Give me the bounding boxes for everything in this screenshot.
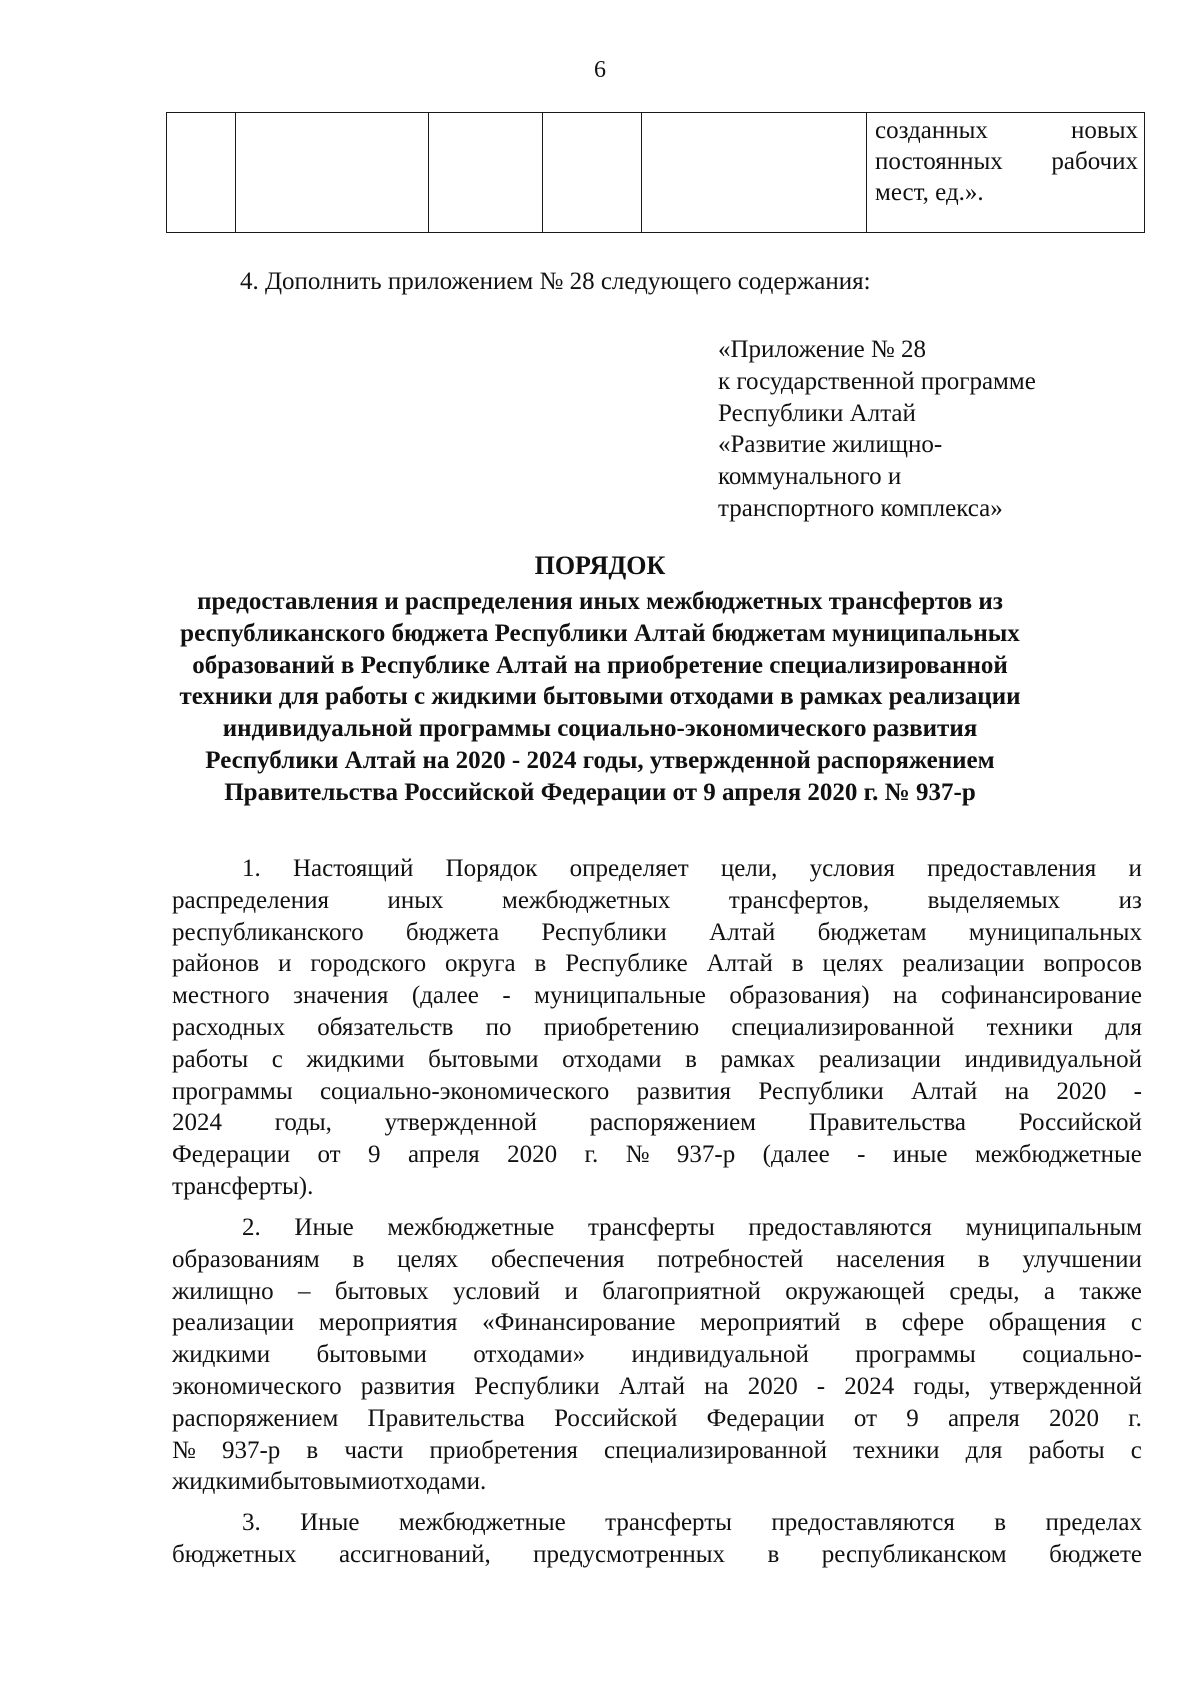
subtitle-line: Правительства Российской Федерации от 9 апреля 2020 г. № 937-р — [224, 778, 976, 806]
document-subtitle — [0, 586, 1200, 809]
document-title: ПОРЯДОК — [534, 551, 666, 580]
table-cell-line: созданных новых — [875, 117, 1138, 144]
paragraph-line: реализации мероприятия «Финансирование мероприятий в сфере обращения с — [172, 1309, 1142, 1337]
paragraph-line: жилищно – бытовых условий и благоприятной окружающей среды, а также — [172, 1277, 1142, 1305]
paragraph-line: трансферты). — [172, 1172, 314, 1200]
table-cell-empty — [236, 113, 429, 233]
paragraph-line: 3. Иные межбюджетные трансферты предоставляются в пределах — [242, 1509, 1142, 1536]
paragraph-1 — [172, 853, 1142, 1203]
table-cell-line: постоянных рабочих — [875, 148, 1138, 175]
item-4-text: 4. Дополнить приложением № 28 следующего содержания: — [240, 268, 871, 295]
paragraph-line: жидкими бытовыми отходами. — [172, 1468, 487, 1496]
paragraph-line: распоряжением Правительства Российской Федерации от 9 апреля 2020 г. — [172, 1404, 1142, 1432]
paragraph-line: местного значения (далее - муниципальные образования) на софинансирование — [172, 982, 1142, 1010]
appendix-header-line: «Развитие жилищно- — [718, 431, 943, 459]
subtitle-line: предоставления и распределения иных межбюджетных трансфертов из — [197, 588, 1003, 615]
paragraph-line: № 937-р в части приобретения специализированной техники для работы с — [172, 1436, 1142, 1464]
appendix-header-line: к государственной программе — [718, 367, 1036, 395]
subtitle-line: образований в Республике Алтай на приобретение специализированной — [192, 651, 1008, 679]
paragraph-line: республиканского бюджета Республики Алтай бюджетам муниципальных — [172, 918, 1142, 946]
paragraph-line: образованиям в целях обеспечения потребностей населения в улучшении — [172, 1245, 1142, 1273]
appendix-header — [718, 334, 1036, 525]
page-number: 6 — [594, 57, 606, 83]
appendix-header-line: транспортного комплекса» — [718, 494, 1003, 522]
paragraph-line: 1. Настоящий Порядок определяет цели, условия предоставления и — [242, 855, 1142, 882]
appendix-header-line: коммунального и — [718, 463, 902, 491]
subtitle-line: республиканского бюджета Республики Алтай бюджетам муниципальных — [180, 619, 1020, 647]
paragraph-line: 2. Иные межбюджетные трансферты предоставляются муниципальным — [242, 1214, 1142, 1241]
paragraph-line: бюджетных ассигнований, предусмотренных в республиканском бюджете — [172, 1540, 1142, 1568]
paragraph-line: экономического развития Республики Алтай на 2020 - 2024 годы, утвержденной — [172, 1372, 1142, 1400]
paragraph-line: расходных обязательств по приобретению специализированной техники для — [172, 1013, 1142, 1041]
table-cell-empty — [429, 113, 543, 233]
paragraph-line: жидкими бытовыми отходами» индивидуальной программы социально- — [172, 1341, 1142, 1369]
table-cell-empty — [167, 113, 236, 233]
subtitle-line: индивидуальной программы социально-экономического развития — [222, 715, 978, 743]
table-row — [167, 113, 1145, 233]
table-cell-empty — [543, 113, 642, 233]
paragraph-line: программы социально-экономического развития Республики Алтай на 2020 - — [172, 1077, 1142, 1105]
paragraph-line: районов и городского округа в Республике Алтай в целях реализации вопросов — [172, 950, 1142, 978]
paragraph-3 — [172, 1507, 1142, 1571]
subtitle-line: Республики Алтай на 2020 - 2024 годы, утвержденной распоряжением — [205, 746, 995, 774]
table-cell-indicator-text — [867, 113, 1145, 233]
paragraph-line: распределения иных межбюджетных трансфертов, выделяемых из — [172, 886, 1142, 914]
paragraph-line: работы с жидкими бытовыми отходами в рамках реализации индивидуальной — [172, 1045, 1142, 1073]
paragraph-line: 2024 годы, утвержденной распоряжением Правительства Российской — [172, 1109, 1142, 1137]
table-cell-line: мест, ед.». — [875, 179, 984, 206]
paragraph-2 — [172, 1212, 1142, 1498]
table-cell-empty — [642, 113, 867, 233]
continuation-table — [166, 112, 1145, 233]
appendix-header-line: Республики Алтай — [718, 399, 916, 427]
appendix-header-line: «Приложение № 28 — [718, 336, 927, 363]
paragraph-line: Федерации от 9 апреля 2020 г. № 937-р (далее - иные межбюджетные — [172, 1141, 1142, 1169]
subtitle-line: техники для работы с жидкими бытовыми отходами в рамках реализации — [179, 683, 1021, 711]
